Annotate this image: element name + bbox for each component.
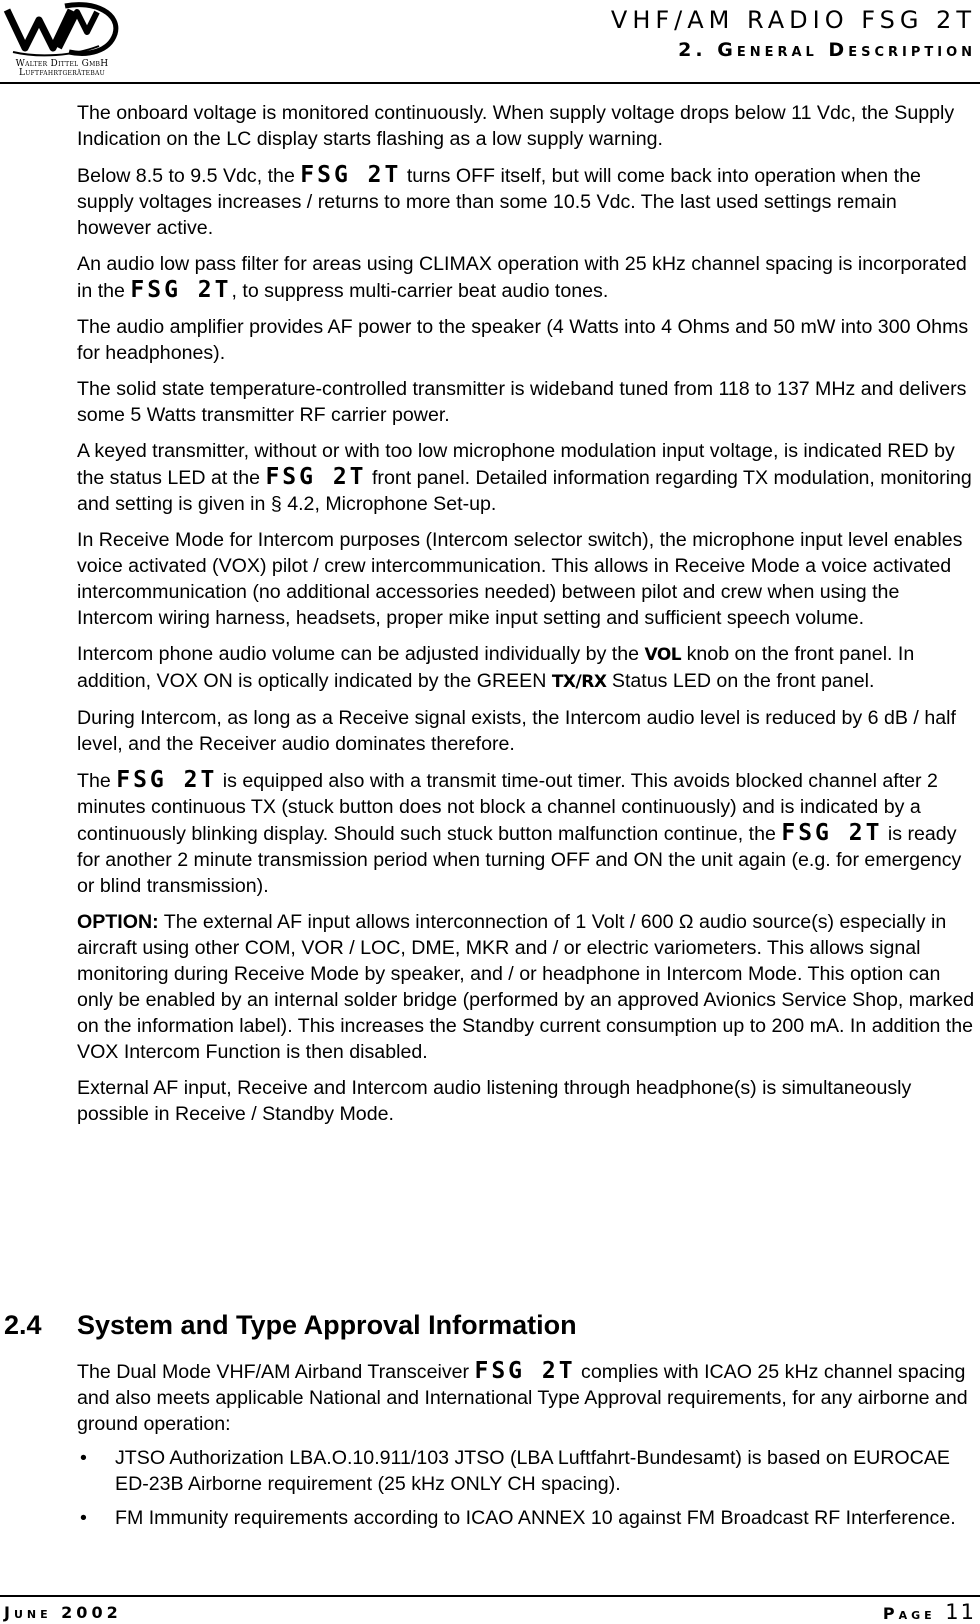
paragraph-intercom-volume (77, 641, 975, 695)
list-item-text: JTSO Authorization LBA.O.10.911/103 JTSO (LBA Luftfahrt-Bundesamt) is based on EUROCAE ED-23B Airborne requirement (25 kHz ONLY CH spacing). (115, 1447, 950, 1495)
text-run: is ready for another 2 minute transmission period when turning OFF and ON the unit again (e.g. for emergency or blind transmission). (77, 823, 962, 897)
text-run: , to suppress multi-carrier beat audio tones. (231, 280, 609, 302)
text-run: Below 8.5 to 9.5 Vdc, the (77, 165, 301, 187)
list-item (77, 1445, 977, 1497)
text-run: front panel. Detailed information regarding TX modulation, monitoring and setting is given in § 4.2, Microphone Set-up. (77, 467, 972, 515)
paragraph-intercom-vox: In Receive Mode for Intercom purposes (Intercom selector switch), the microphone input level enables voice activated (VOX) pilot / crew intercommunication. This allows in Receive Mode a voice activated intercommunication (no additional accessories needed) between pilot and crew when using the Intercom wiring harness, headsets, proper mike input setting and sufficient speech volume. (77, 529, 963, 629)
product-name: FSG 2T (474, 1358, 576, 1384)
footer-divider (0, 1595, 980, 1597)
text-run: turns OFF itself, but will come back into operation when the supply voltages increases / returns to more than some 10.5 Vdc. The last used settings remain however active. (77, 165, 921, 239)
product-name: FSG 2T (781, 820, 883, 846)
paragraph-transmitter: The solid state temperature-controlled transmitter is wideband tuned from 118 to 137 MHz and delivers some 5 Watts transmitter RF carrier power. (77, 378, 967, 426)
paragraph-audio-amplifier: The audio amplifier provides AF power to the speaker (4 Watts into 4 Ohms and 50 mW into 300 Ohms for headphones). (77, 316, 969, 364)
product-name: FSG 2T (116, 767, 218, 793)
paragraph-approval-intro (77, 1358, 977, 1437)
approval-list (77, 1445, 977, 1531)
text-run: A keyed transmitter, without or with too low microphone modulation input voltage, is indicated RED by the status LED at the (77, 440, 955, 489)
txrx-led-label: TX/RX (551, 672, 607, 692)
paragraph-supply-monitoring: The onboard voltage is monitored continuously. When supply voltage drops below 11 Vdc, the Supply Indication on the LC display starts flashing as a low supply warning. (77, 102, 955, 150)
list-item (77, 1505, 977, 1531)
page-number: 11 (945, 1600, 976, 1624)
document-title: VHF/AM RADIO FSG 2T (610, 6, 976, 34)
text-run: The (77, 770, 117, 792)
text-run: knob on the front panel. In addition, VOX ON is optically indicated by the GREEN (77, 643, 915, 692)
product-name: FSG 2T (265, 464, 367, 490)
product-name: FSG 2T (300, 162, 402, 188)
bullet-icon: • (80, 1507, 87, 1529)
text-run: Intercom phone audio volume can be adjusted individually by the (77, 643, 645, 665)
section-body (77, 1358, 977, 1539)
section-number: 2.4 (4, 1310, 42, 1340)
paragraph-intercom-level: During Intercom, as long as a Receive signal exists, the Intercom audio level is reduced by 6 dB / half level, and the Receiver audio dominates therefore. (77, 707, 956, 755)
header-divider (0, 82, 980, 84)
logo-mark-icon (3, 2, 121, 58)
chapter-title: 2. General Description (678, 39, 976, 61)
logo-company-name: Walter Dittel GmbH (15, 59, 109, 69)
paragraph-keyed-transmitter (77, 438, 975, 517)
product-name: FSG 2T (130, 277, 232, 303)
text-run: Status LED on the front panel. (606, 670, 875, 692)
bullet-icon: • (80, 1447, 87, 1469)
paragraph-low-voltage (77, 162, 975, 241)
page-header (0, 0, 980, 84)
paragraph-external-af: External AF input, Receive and Intercom audio listening through headphone(s) is simultaneously possible in Receive / Standby Mode. (77, 1077, 912, 1125)
paragraph-option-af-input (77, 909, 975, 1065)
paragraph-climax-filter (77, 251, 975, 304)
page-label: Page (882, 1604, 936, 1623)
option-label: OPTION: (77, 911, 159, 933)
section-heading-title: System and Type Approval Information (77, 1310, 577, 1340)
text-run: The external AF input allows interconnection of 1 Volt / 600 Ω audio source(s) especially in aircraft using other COM, VOR / LOC, DME, MKR and / or electric variometers. This allows signal monitoring during Receive Mode by speaker, and / or headphone in Intercom Mode. This option can only be enabled by an internal solder bridge (performed by an approved Avionics Service Shop, marked on the information label). This increases the Standby current consumption up to 200 mA. In addition the VOX Intercom Function is then disabled. (77, 911, 975, 1063)
text-run: An audio low pass filter for areas using CLIMAX operation with 25 kHz channel spacing is incorporated in the (77, 253, 967, 302)
section-heading (4, 1310, 974, 1341)
text-run: The Dual Mode VHF/AM Airband Transceiver (77, 1361, 475, 1383)
text-run: is equipped also with a transmit time-out timer. This avoids blocked channel after 2 minutes continuous TX (stuck button does not block a channel continuously) and is indicated by a continuously blinking display. Should such stuck button malfunction continue, the (77, 770, 938, 845)
list-item-text: FM Immunity requirements according to ICAO ANNEX 10 against FM Broadcast RF Interference. (115, 1507, 956, 1529)
paragraph-timeout-timer (77, 767, 975, 899)
body-text (77, 100, 975, 1137)
text-run: complies with ICAO 25 kHz channel spacing and also meets applicable National and International Type Approval requirements, for any airborne and ground operation: (77, 1361, 968, 1435)
company-logo (3, 2, 121, 76)
logo-company-subtitle: Luftfahrtgerätebau (18, 68, 106, 78)
vol-knob-label: VOL (644, 645, 682, 665)
footer-date: June 2002 (4, 1603, 122, 1622)
footer-page (883, 1600, 976, 1624)
